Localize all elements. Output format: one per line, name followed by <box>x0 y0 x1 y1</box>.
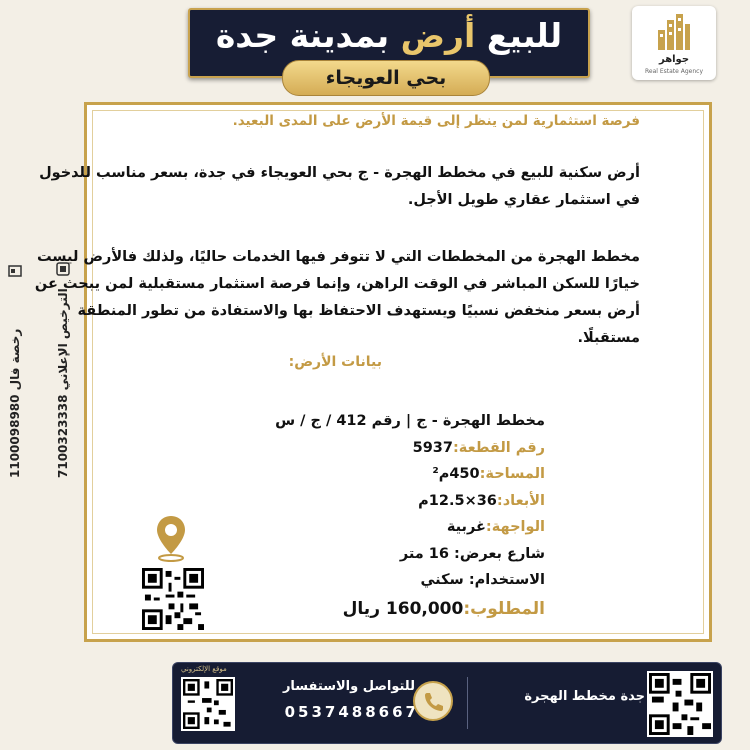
location-qr-code[interactable] <box>142 568 204 630</box>
plot-row <box>275 435 545 462</box>
footer-divider <box>467 677 468 729</box>
description-paragraph-1: أرض سكنية للبيع في مخطط الهجرة - ج بحي العويجاء في جدة، بسعر مناسب للدخول في استثمار عقاري طويل الأجل. <box>39 165 640 208</box>
facing-row <box>275 514 545 541</box>
usage-row: الاستخدام: سكني <box>420 572 545 588</box>
district-badge: بحي العويجاء <box>282 60 490 96</box>
title-accent: أرض <box>400 16 476 55</box>
description-paragraph-2: مخطط الهجرة من المخططات التي لا تتوفر فيها الخدمات حاليًا، ولذلك فالأرض ليست خيارًا للسكن المباشر في الوقت الراهن، وإنما فرصة استثمار مستقبلية لمن يبحث عن أرض بسعر منخفض نسبيًا ويستهدف الاحتفاظ بها والاستفادة من تطور المنطقة مستقبلًا. <box>34 249 640 346</box>
footer-contact-bar <box>172 662 722 744</box>
website-qr-code[interactable] <box>181 677 235 731</box>
dimensions-row <box>275 488 545 515</box>
area-row <box>275 461 545 488</box>
dimensions-label: الأبعاد: <box>496 492 545 509</box>
price-row <box>275 596 545 623</box>
title-prefix: للبيع <box>486 16 563 55</box>
phone-icon[interactable] <box>413 681 453 721</box>
brand-logo <box>632 6 716 80</box>
land-data-title: بيانات الأرض: <box>288 354 382 370</box>
page-title <box>190 16 588 56</box>
ad-license: الترخيص الإعلاني 7100323338 <box>56 288 70 478</box>
fal-license: رخصة فال 1100098980 <box>8 328 22 478</box>
phone-number[interactable]: 0537488667 <box>284 703 419 721</box>
plan-location-label: جدة مخطط الهجرة <box>524 689 645 704</box>
title-suffix: بمدينة جدة <box>215 16 390 55</box>
location-pin-icon <box>154 514 188 562</box>
area-value: 450م² <box>432 466 480 482</box>
plot-label: رقم القطعة: <box>452 439 545 456</box>
area-label: المساحة: <box>479 466 545 482</box>
contact-label: للتواصل والاستفسار <box>282 679 415 694</box>
street-row: شارع بعرض: 16 متر <box>399 545 545 562</box>
plan-row: مخطط الهجرة - ج | رقم 412 / ج / س <box>275 413 545 429</box>
dimensions-value: 36×12.5م <box>418 492 497 509</box>
website-caption: موقع الإلكتروني <box>181 665 227 673</box>
license-icon <box>8 264 22 278</box>
facing-label: الواجهة: <box>485 519 545 535</box>
facing-value: غربية <box>446 519 486 535</box>
plot-value: 5937 <box>412 439 453 456</box>
brand-tagline: Real Estate Agency <box>645 68 703 75</box>
price-label: المطلوب: <box>463 598 545 619</box>
building-logo-icon <box>656 12 692 52</box>
land-details <box>275 408 545 622</box>
plan-qr-code[interactable] <box>647 671 713 737</box>
tagline: فرصة استثمارية لمن ينظر إلى قيمة الأرض على المدى البعيد. <box>232 113 640 129</box>
brand-name: جواهر <box>658 54 690 65</box>
price-value: 160,000 ريال <box>342 598 464 619</box>
